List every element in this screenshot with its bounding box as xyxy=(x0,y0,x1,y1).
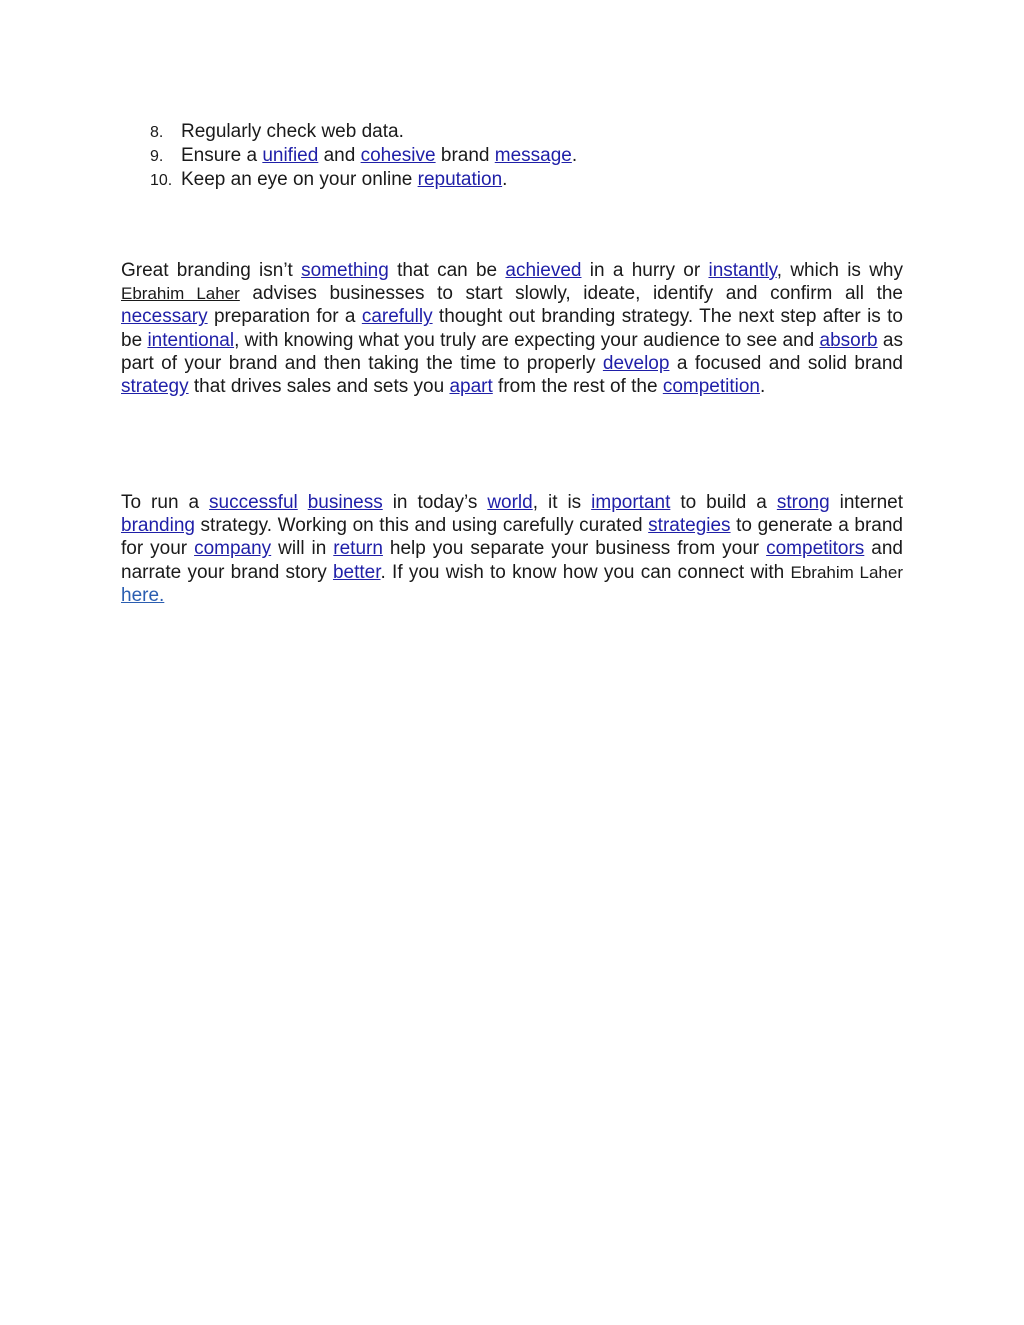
text-run: advises businesses to start slowly, ideate, identify and confirm all the xyxy=(239,283,903,305)
link-world[interactable]: world xyxy=(487,492,533,513)
paragraph-branding xyxy=(121,259,903,398)
link-strategies[interactable]: strategies xyxy=(648,515,731,537)
text-run: help you separate your business from your xyxy=(382,538,767,560)
link-message[interactable]: message xyxy=(494,145,572,166)
text-run: Great branding isn’t xyxy=(121,260,302,281)
author-name: Ebrahim Laher xyxy=(790,562,903,582)
list-number: 9. xyxy=(150,148,164,165)
paragraph-business xyxy=(121,491,903,607)
text-run: in a hurry or xyxy=(581,260,709,281)
list-text xyxy=(181,144,577,167)
text-run: a focused and solid brand xyxy=(669,352,903,374)
link-strong[interactable]: strong xyxy=(776,492,830,513)
text-run: from the rest of the xyxy=(492,376,663,398)
link-return[interactable]: return xyxy=(333,538,383,560)
link-necessary[interactable]: necessary xyxy=(121,306,208,328)
link-important[interactable]: important xyxy=(591,492,671,513)
text-run: internet xyxy=(829,492,904,513)
text-run: , with knowing what you truly are expecting your audience to see and xyxy=(234,329,820,351)
link-intentional[interactable]: intentional xyxy=(147,329,235,351)
link-competitors[interactable]: competitors xyxy=(766,538,865,560)
text-run: strategy. Working on this and using carefully curated xyxy=(194,515,649,537)
text-run: to generate a brand for your xyxy=(121,515,903,560)
link-branding[interactable]: branding xyxy=(121,515,195,537)
link-business[interactable]: business xyxy=(307,492,383,513)
text-run: . If you wish to know how you can connect with xyxy=(380,561,791,583)
list-text xyxy=(181,168,507,191)
list-item xyxy=(150,144,577,168)
link-here[interactable]: here. xyxy=(121,584,165,606)
text-run: Keep an eye on your online xyxy=(181,169,418,190)
text-run: and narrate your brand story xyxy=(121,538,903,583)
link-carefully[interactable]: carefully xyxy=(361,306,433,328)
link-unified[interactable]: unified xyxy=(262,145,319,166)
text-run: . xyxy=(502,169,508,190)
text-run: To run a xyxy=(121,492,210,513)
link-competition[interactable]: competition xyxy=(662,376,760,398)
text-run: will in xyxy=(271,538,334,560)
text-run: , it is xyxy=(532,492,592,513)
link-instantly[interactable]: instantly xyxy=(708,260,777,281)
text-run: preparation for a xyxy=(207,306,362,328)
text-run xyxy=(298,492,308,513)
author-name: Ebrahim Laher xyxy=(121,284,240,304)
text-run: . xyxy=(759,376,766,398)
text-run: that can be xyxy=(388,260,506,281)
numbered-list xyxy=(150,120,577,192)
text-run: and xyxy=(318,145,361,166)
link-company[interactable]: company xyxy=(194,538,272,560)
link-strategy[interactable]: strategy xyxy=(121,376,189,398)
link-achieved[interactable]: achieved xyxy=(505,260,582,281)
text-run: in today’s xyxy=(382,492,488,513)
list-number: 10. xyxy=(150,172,173,189)
list-item xyxy=(150,168,577,192)
link-apart[interactable]: apart xyxy=(449,376,493,398)
link-successful[interactable]: successful xyxy=(209,492,298,513)
list-text: Regularly check web data. xyxy=(181,121,404,142)
text-run: . xyxy=(571,145,578,166)
text-run: that drives sales and sets you xyxy=(188,376,450,398)
list-number: 8. xyxy=(150,124,164,141)
link-cohesive[interactable]: cohesive xyxy=(360,145,436,166)
link-develop[interactable]: develop xyxy=(602,352,670,374)
text-run: , which is why xyxy=(776,260,903,281)
list-item xyxy=(150,120,577,144)
link-better[interactable]: better xyxy=(332,561,381,583)
text-run: thought out branding strategy. The next step after is to be xyxy=(121,306,903,351)
link-reputation[interactable]: reputation xyxy=(417,169,503,190)
text-run: to build a xyxy=(670,492,777,513)
text-run: brand xyxy=(435,145,495,166)
text-run: as part of your brand and then taking the time to properly xyxy=(121,329,903,374)
link-absorb[interactable]: absorb xyxy=(819,329,878,351)
link-something[interactable]: something xyxy=(301,260,389,281)
text-run: Ensure a xyxy=(181,145,263,166)
